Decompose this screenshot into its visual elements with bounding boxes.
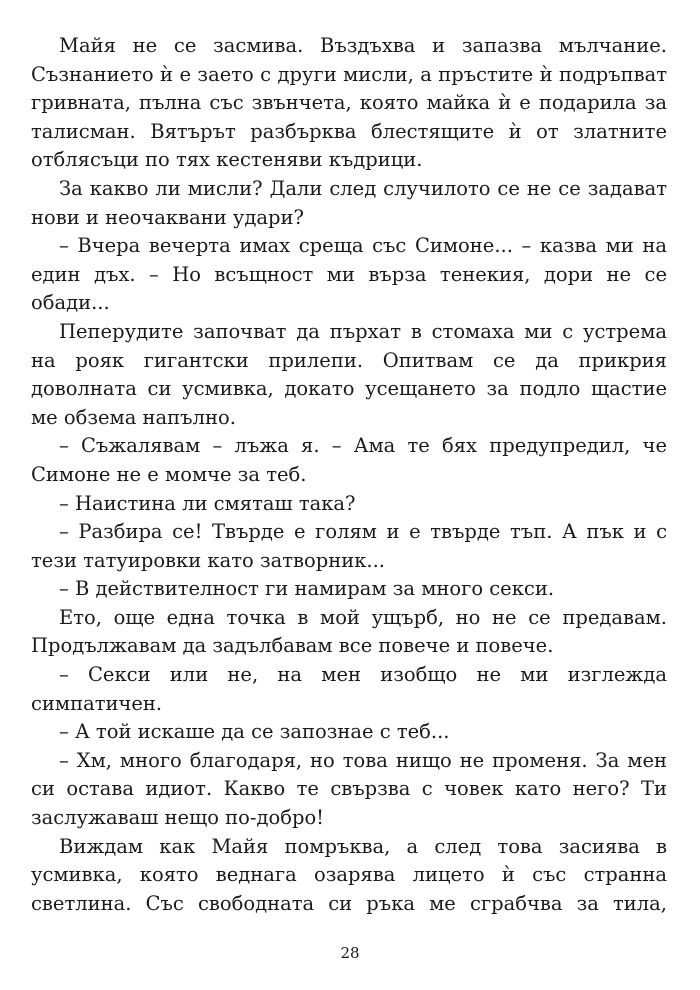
paragraph-last: Виждам как Майя помръква, а след това засиява в усмивка, която веднага озарява лицето ѝ със странна светлина. Със свободната си ръка ме сграбчва за тила, bbox=[31, 834, 667, 915]
paragraph: – Вчера вечерта имах среща със Симоне... – казва ми на един дъх. – Но всъщност ми върза тенекия, дори не се обади... bbox=[31, 234, 667, 315]
page-number: 28 bbox=[340, 944, 360, 962]
paragraph: Ето, още една точка в мой ущърб, но не се предавам. Продължавам да задълбавам все повече и повече. bbox=[31, 605, 667, 658]
paragraph: За какво ли мисли? Дали след случилото се не се задават нови и неочаквани удари? bbox=[31, 176, 667, 229]
paragraph: – Съжалявам – лъжа я. – Ама те бях предупредил, че Симоне не е момче за теб. bbox=[31, 434, 667, 486]
paragraph: Майя не се засмива. Въздъхва и запазва мълчание. Съзнанието ѝ е заето с други мисли, а пръстите ѝ подръпват гривната, пълна със звънчета, която майка ѝ е подарила за талисман. Вятърът разбърква блестящите ѝ от златните отблясъци по тях кестеняви къдрици. bbox=[31, 34, 667, 172]
paragraph: – Хм, много благодаря, но това нищо не променя. За мен си остава идиот. Какво те свързва с човек като него? Ти заслужаваш нещо по-добро! bbox=[31, 748, 667, 830]
page-body bbox=[31, 32, 667, 918]
paragraph: – Наистина ли смяташ така? bbox=[59, 491, 356, 515]
paragraph: – Разбира се! Твърде е голям и е твърде тъп. А пък и с тези татуировки като затворник... bbox=[31, 520, 667, 572]
paragraph: Пеперудите започват да пърхат в стомаха ми с устрема на рояк гигантски прилепи. Опитвам се да прикрия доволната си усмивка, докато усещането за подло щастие ме обзема напълно. bbox=[31, 319, 667, 429]
paragraph: – В действителност ги намирам за много секси. bbox=[59, 577, 555, 601]
paragraph: – Секси или не, на мен изобщо не ми изглежда симпатичен. bbox=[31, 663, 667, 715]
paragraph: – А той искаше да се запознае с теб... bbox=[59, 720, 450, 744]
